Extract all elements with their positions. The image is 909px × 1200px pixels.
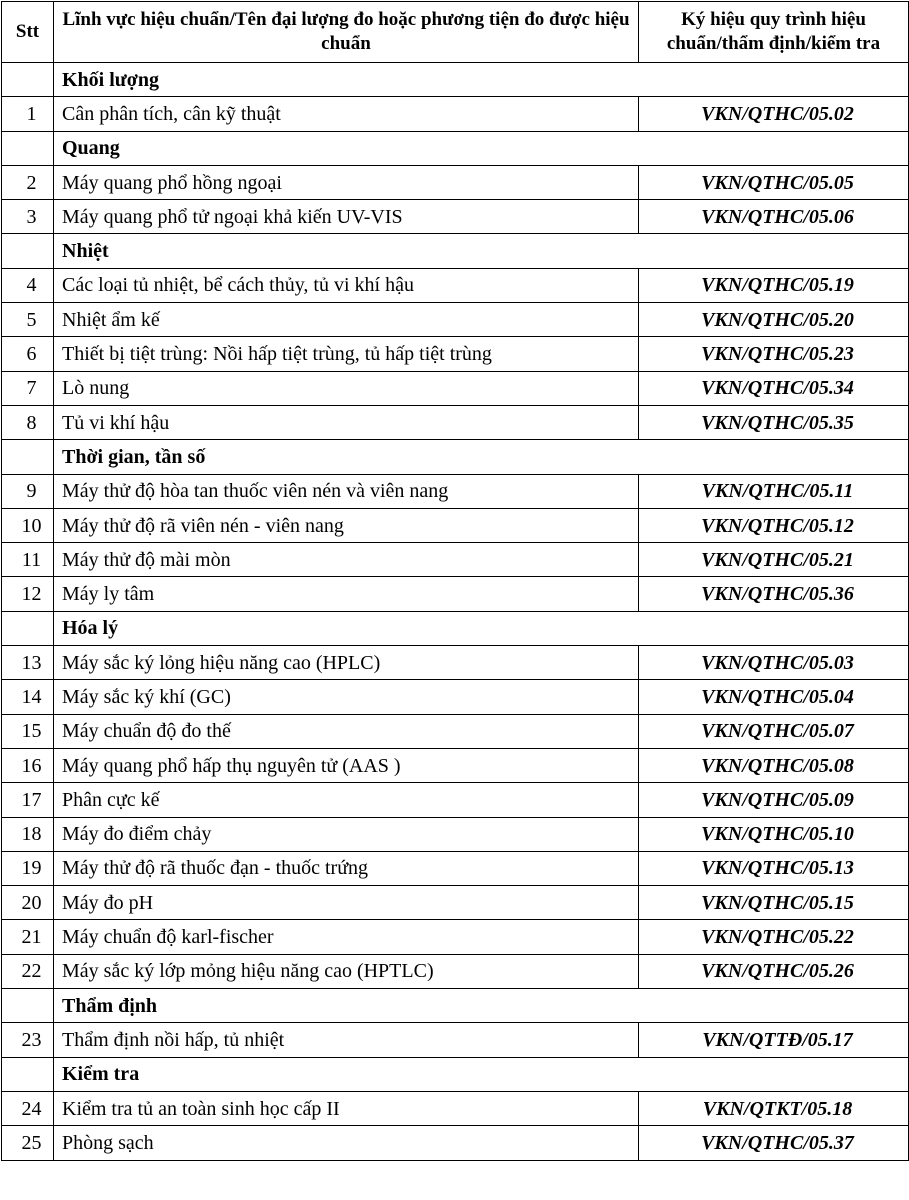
category-stt-cell	[2, 611, 54, 645]
row-stt: 20	[2, 886, 54, 920]
category-stt-cell	[2, 234, 54, 268]
row-code: VKN/QTHC/05.22	[639, 920, 909, 954]
row-stt: 18	[2, 817, 54, 851]
row-stt: 21	[2, 920, 54, 954]
row-stt: 11	[2, 543, 54, 577]
table-row	[2, 337, 909, 371]
row-code: VKN/QTHC/05.06	[639, 200, 909, 234]
row-name: Máy ly tâm	[54, 577, 639, 611]
calibration-table	[1, 1, 909, 1161]
row-name: Máy đo điểm chảy	[54, 817, 639, 851]
header-field: Lĩnh vực hiệu chuẩn/Tên đại lượng đo hoặc phương tiện đo được hiệu chuẩn	[54, 2, 639, 63]
row-stt: 2	[2, 165, 54, 199]
row-name: Máy đo pH	[54, 886, 639, 920]
row-stt: 25	[2, 1126, 54, 1160]
category-row	[2, 611, 909, 645]
table-row	[2, 680, 909, 714]
row-code: VKN/QTTĐ/05.17	[639, 1023, 909, 1057]
category-row	[2, 989, 909, 1023]
row-stt: 1	[2, 97, 54, 131]
table-row	[2, 577, 909, 611]
table-row	[2, 714, 909, 748]
row-stt: 24	[2, 1091, 54, 1125]
table-row	[2, 371, 909, 405]
row-code: VKN/QTHC/05.03	[639, 646, 909, 680]
table-row	[2, 1023, 909, 1057]
row-name: Máy thử độ rã thuốc đạn - thuốc trứng	[54, 851, 639, 885]
category-title: Thẩm định	[54, 989, 909, 1023]
table-row	[2, 817, 909, 851]
row-stt: 22	[2, 954, 54, 988]
row-code: VKN/QTHC/05.37	[639, 1126, 909, 1160]
row-stt: 14	[2, 680, 54, 714]
row-name: Thẩm định nồi hấp, tủ nhiệt	[54, 1023, 639, 1057]
row-code: VKN/QTHC/05.04	[639, 680, 909, 714]
table-body	[2, 63, 909, 1161]
category-stt-cell	[2, 63, 54, 97]
row-stt: 5	[2, 303, 54, 337]
category-stt-cell	[2, 440, 54, 474]
category-title: Khối lượng	[54, 63, 909, 97]
table-row	[2, 97, 909, 131]
row-stt: 6	[2, 337, 54, 371]
row-name: Máy sắc ký lớp mỏng hiệu năng cao (HPTLC)	[54, 954, 639, 988]
category-row	[2, 1057, 909, 1091]
category-row	[2, 63, 909, 97]
category-title: Kiểm tra	[54, 1057, 909, 1091]
row-stt: 12	[2, 577, 54, 611]
row-name: Máy thử độ rã viên nén - viên nang	[54, 508, 639, 542]
row-code: VKN/QTHC/05.15	[639, 886, 909, 920]
row-name: Phòng sạch	[54, 1126, 639, 1160]
row-name: Máy sắc ký khí (GC)	[54, 680, 639, 714]
table-row	[2, 405, 909, 439]
row-name: Máy quang phổ tử ngoại khả kiến UV-VIS	[54, 200, 639, 234]
row-code: VKN/QTHC/05.11	[639, 474, 909, 508]
table-row	[2, 1126, 909, 1160]
category-stt-cell	[2, 1057, 54, 1091]
table-row	[2, 783, 909, 817]
row-code: VKN/QTHC/05.08	[639, 748, 909, 782]
row-name: Cân phân tích, cân kỹ thuật	[54, 97, 639, 131]
row-code: VKN/QTHC/05.26	[639, 954, 909, 988]
table-row	[2, 508, 909, 542]
category-stt-cell	[2, 131, 54, 165]
row-stt: 3	[2, 200, 54, 234]
category-row	[2, 131, 909, 165]
row-code: VKN/QTHC/05.13	[639, 851, 909, 885]
row-code: VKN/QTHC/05.34	[639, 371, 909, 405]
row-name: Máy thử độ mài mòn	[54, 543, 639, 577]
row-name: Tủ vi khí hậu	[54, 405, 639, 439]
row-code: VKN/QTHC/05.12	[639, 508, 909, 542]
table-row	[2, 543, 909, 577]
row-code: VKN/QTKT/05.18	[639, 1091, 909, 1125]
category-row	[2, 440, 909, 474]
category-title: Hóa lý	[54, 611, 909, 645]
row-stt: 7	[2, 371, 54, 405]
row-stt: 13	[2, 646, 54, 680]
category-title: Quang	[54, 131, 909, 165]
row-stt: 19	[2, 851, 54, 885]
row-stt: 8	[2, 405, 54, 439]
row-name: Máy chuẩn độ đo thế	[54, 714, 639, 748]
row-code: VKN/QTHC/05.05	[639, 165, 909, 199]
row-stt: 10	[2, 508, 54, 542]
row-name: Máy quang phổ hấp thụ nguyên tử (AAS )	[54, 748, 639, 782]
table-row	[2, 165, 909, 199]
table-row	[2, 748, 909, 782]
category-row	[2, 234, 909, 268]
row-code: VKN/QTHC/05.02	[639, 97, 909, 131]
row-name: Các loại tủ nhiệt, bể cách thủy, tủ vi khí hậu	[54, 268, 639, 302]
table-row	[2, 474, 909, 508]
row-code: VKN/QTHC/05.23	[639, 337, 909, 371]
row-name: Thiết bị tiệt trùng: Nồi hấp tiệt trùng, tủ hấp tiệt trùng	[54, 337, 639, 371]
row-name: Nhiệt ẩm kế	[54, 303, 639, 337]
row-code: VKN/QTHC/05.36	[639, 577, 909, 611]
row-code: VKN/QTHC/05.09	[639, 783, 909, 817]
table-row	[2, 920, 909, 954]
table-row	[2, 200, 909, 234]
row-code: VKN/QTHC/05.19	[639, 268, 909, 302]
header-code: Ký hiệu quy trình hiệu chuẩn/thẩm định/kiểm tra	[639, 2, 909, 63]
row-name: Máy quang phổ hồng ngoại	[54, 165, 639, 199]
row-name: Máy thử độ hòa tan thuốc viên nén và viên nang	[54, 474, 639, 508]
row-name: Phân cực kế	[54, 783, 639, 817]
row-code: VKN/QTHC/05.07	[639, 714, 909, 748]
table-row	[2, 646, 909, 680]
category-stt-cell	[2, 989, 54, 1023]
row-name: Máy sắc ký lỏng hiệu năng cao (HPLC)	[54, 646, 639, 680]
row-code: VKN/QTHC/05.10	[639, 817, 909, 851]
row-code: VKN/QTHC/05.35	[639, 405, 909, 439]
row-stt: 23	[2, 1023, 54, 1057]
category-title: Thời gian, tần số	[54, 440, 909, 474]
table-row	[2, 303, 909, 337]
row-code: VKN/QTHC/05.20	[639, 303, 909, 337]
row-stt: 9	[2, 474, 54, 508]
row-name: Kiểm tra tủ an toàn sinh học cấp II	[54, 1091, 639, 1125]
table-row	[2, 886, 909, 920]
header-row	[2, 2, 909, 63]
category-title: Nhiệt	[54, 234, 909, 268]
row-name: Máy chuẩn độ karl-fischer	[54, 920, 639, 954]
row-stt: 17	[2, 783, 54, 817]
table-row	[2, 954, 909, 988]
table-row	[2, 851, 909, 885]
header-stt: Stt	[2, 2, 54, 63]
row-code: VKN/QTHC/05.21	[639, 543, 909, 577]
row-stt: 4	[2, 268, 54, 302]
table-row	[2, 268, 909, 302]
table-row	[2, 1091, 909, 1125]
row-name: Lò nung	[54, 371, 639, 405]
row-stt: 16	[2, 748, 54, 782]
row-stt: 15	[2, 714, 54, 748]
